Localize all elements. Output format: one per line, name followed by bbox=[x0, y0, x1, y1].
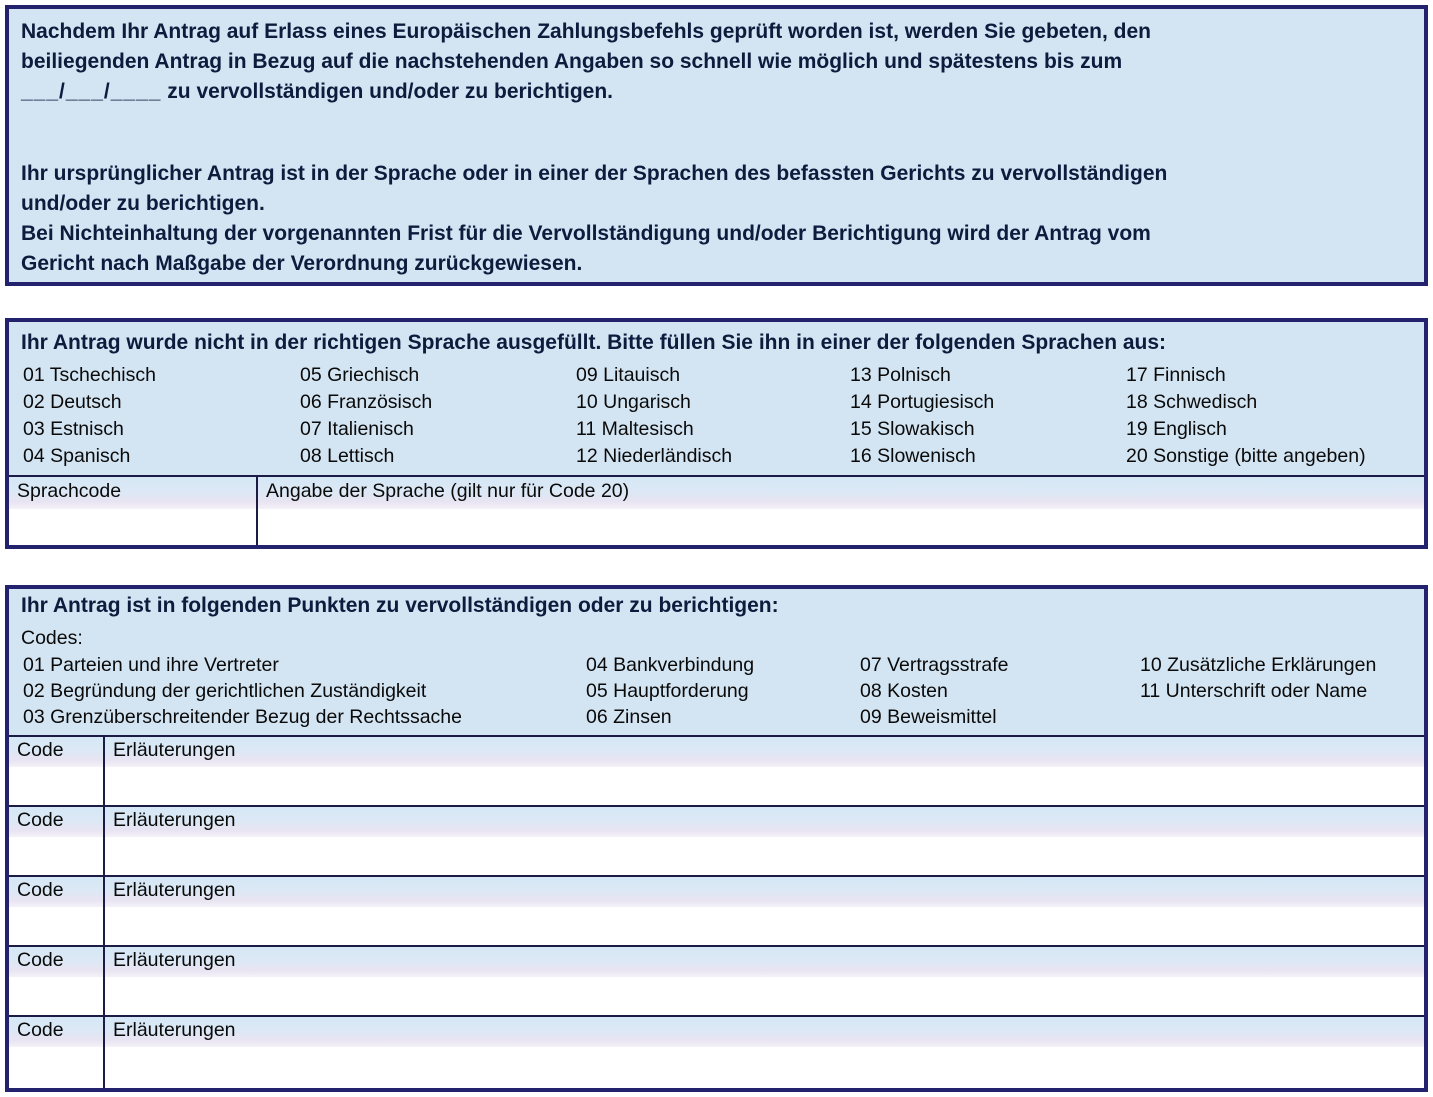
deadline-paragraph-line3 bbox=[21, 77, 1412, 107]
code-input-4[interactable] bbox=[9, 977, 103, 1015]
language-option: 09 Litauisch bbox=[576, 364, 681, 386]
language-panel-title: Ihr Antrag wurde nicht in der richtigen Sprache ausgefüllt. Bitte füllen Sie ihn in einer der folgenden Sprachen aus: bbox=[21, 331, 1167, 354]
language-option: 16 Slowenisch bbox=[850, 445, 976, 467]
explanations-label: Erläuterungen bbox=[105, 807, 1424, 837]
code-label: Code bbox=[9, 877, 103, 907]
explanations-label: Erläuterungen bbox=[105, 947, 1424, 977]
correction-code-option: 04 Bankverbindung bbox=[586, 654, 755, 676]
explanations-input-5[interactable] bbox=[105, 1047, 1424, 1088]
correction-row-2 bbox=[9, 805, 1424, 875]
correction-code-option: 03 Grenzüberschreitender Bezug der Rechtssache bbox=[23, 706, 462, 728]
language-option: 11 Maltesisch bbox=[576, 418, 694, 440]
explanations-label: Erläuterungen bbox=[105, 1017, 1424, 1047]
language-option: 04 Spanisch bbox=[23, 445, 131, 467]
sprachcode-cell bbox=[9, 477, 258, 545]
language-option: 13 Polnisch bbox=[850, 364, 951, 386]
language-option: 08 Lettisch bbox=[300, 445, 395, 467]
codes-column-3 bbox=[860, 652, 1140, 730]
correction-codes-grid bbox=[23, 652, 1412, 730]
language-requirement-line1: Ihr ursprünglicher Antrag ist in der Sprache oder in einer der Sprachen des befassten Gerichts zu vervollständigen bbox=[21, 162, 1168, 185]
language-column-2 bbox=[300, 362, 576, 475]
code-input-3[interactable] bbox=[9, 907, 103, 945]
corrections-header-area bbox=[9, 589, 1424, 735]
code-cell bbox=[9, 877, 105, 945]
rejection-warning-paragraph bbox=[21, 219, 1412, 279]
language-name-input[interactable] bbox=[258, 509, 1424, 545]
language-option: 01 Tschechisch bbox=[23, 364, 156, 386]
codes-caption: Codes: bbox=[21, 627, 83, 649]
language-column-5 bbox=[1126, 362, 1412, 475]
date-field[interactable]: ___/___/____ bbox=[21, 80, 162, 103]
language-options-grid bbox=[9, 355, 1424, 475]
language-option: 15 Slowakisch bbox=[850, 418, 975, 440]
language-option: 20 Sonstige (bitte angeben) bbox=[1126, 445, 1366, 467]
explanations-cell bbox=[105, 807, 1424, 875]
language-option: 06 Französisch bbox=[300, 391, 433, 413]
code-label: Code bbox=[9, 1017, 103, 1047]
language-option: 14 Portugiesisch bbox=[850, 391, 995, 413]
language-column-4 bbox=[850, 362, 1126, 475]
correction-code-option: 06 Zinsen bbox=[586, 706, 672, 728]
code-input-5[interactable] bbox=[9, 1047, 103, 1088]
code-cell bbox=[9, 807, 105, 875]
corrections-panel-title: Ihr Antrag ist in folgenden Punkten zu vervollständigen oder zu berichtigen: bbox=[21, 594, 779, 617]
correction-code-option: 09 Beweismittel bbox=[860, 706, 997, 728]
explanations-input-4[interactable] bbox=[105, 977, 1424, 1015]
explanations-cell bbox=[105, 1017, 1424, 1088]
language-option: 19 Englisch bbox=[1126, 418, 1227, 440]
explanations-label: Erläuterungen bbox=[105, 877, 1424, 907]
rejection-warning-line2: Gericht nach Maßgabe der Verordnung zurückgewiesen. bbox=[21, 252, 583, 275]
correction-row-4 bbox=[9, 945, 1424, 1015]
code-label: Code bbox=[9, 807, 103, 837]
sprachcode-table bbox=[9, 475, 1424, 545]
code-input-2[interactable] bbox=[9, 837, 103, 875]
deadline-paragraph bbox=[21, 17, 1412, 107]
explanations-input-2[interactable] bbox=[105, 837, 1424, 875]
explanations-label: Erläuterungen bbox=[105, 737, 1424, 767]
rejection-warning-line1: Bei Nichteinhaltung der vorgenannten Frist für die Vervollständigung und/oder Berichtigung wird der Antrag vom bbox=[21, 222, 1151, 245]
correction-row-5 bbox=[9, 1015, 1424, 1088]
code-label: Code bbox=[9, 737, 103, 767]
correction-code-option: 02 Begründung der gerichtlichen Zuständigkeit bbox=[23, 680, 427, 702]
notice-panel bbox=[5, 5, 1428, 286]
code-input-1[interactable] bbox=[9, 767, 103, 805]
language-column-3 bbox=[576, 362, 850, 475]
explanations-cell bbox=[105, 877, 1424, 945]
deadline-paragraph-tail: zu vervollständigen und/oder zu berichtigen. bbox=[161, 80, 614, 103]
language-option: 07 Italienisch bbox=[300, 418, 414, 440]
language-option: 05 Griechisch bbox=[300, 364, 420, 386]
language-requirement-paragraph bbox=[21, 159, 1412, 219]
correction-code-option: 05 Hauptforderung bbox=[586, 680, 749, 702]
deadline-paragraph-line2: beiliegenden Antrag in Bezug auf die nachstehenden Angaben so schnell wie möglich und spätestens bis zum bbox=[21, 50, 1123, 73]
language-option: 18 Schwedisch bbox=[1126, 391, 1258, 413]
correction-row-3 bbox=[9, 875, 1424, 945]
sprachcode-label: Sprachcode bbox=[9, 477, 256, 509]
correction-code-option: 07 Vertragsstrafe bbox=[860, 654, 1009, 676]
code-label: Code bbox=[9, 947, 103, 977]
language-selection-panel bbox=[5, 318, 1428, 549]
correction-code-option: 01 Parteien und ihre Vertreter bbox=[23, 654, 279, 676]
explanations-cell bbox=[105, 737, 1424, 805]
correction-code-option: 08 Kosten bbox=[860, 680, 948, 702]
language-requirement-line2: und/oder zu berichtigen. bbox=[21, 192, 265, 215]
language-column-1 bbox=[23, 362, 300, 475]
code-cell bbox=[9, 737, 105, 805]
codes-column-1 bbox=[23, 652, 586, 730]
code-cell bbox=[9, 1017, 105, 1088]
correction-code-option: 10 Zusätzliche Erklärungen bbox=[1140, 654, 1377, 676]
explanations-input-1[interactable] bbox=[105, 767, 1424, 805]
explanations-cell bbox=[105, 947, 1424, 1015]
language-name-label: Angabe der Sprache (gilt nur für Code 20) bbox=[258, 477, 1424, 509]
sprachcode-input[interactable] bbox=[9, 509, 256, 545]
language-option: 03 Estnisch bbox=[23, 418, 124, 440]
language-option: 12 Niederländisch bbox=[576, 445, 733, 467]
language-option: 10 Ungarisch bbox=[576, 391, 691, 413]
deadline-paragraph-line1: Nachdem Ihr Antrag auf Erlass eines Europäischen Zahlungsbefehls geprüft worden ist, werden Sie gebeten, den bbox=[21, 20, 1151, 43]
correction-row-1 bbox=[9, 735, 1424, 805]
correction-code-option: 11 Unterschrift oder Name bbox=[1140, 680, 1368, 702]
corrections-panel bbox=[5, 585, 1428, 1092]
codes-column-2 bbox=[586, 652, 860, 730]
codes-column-4 bbox=[1140, 652, 1412, 730]
explanations-input-3[interactable] bbox=[105, 907, 1424, 945]
language-name-cell bbox=[258, 477, 1424, 545]
language-option: 17 Finnisch bbox=[1126, 364, 1226, 386]
code-cell bbox=[9, 947, 105, 1015]
language-option: 02 Deutsch bbox=[23, 391, 122, 413]
